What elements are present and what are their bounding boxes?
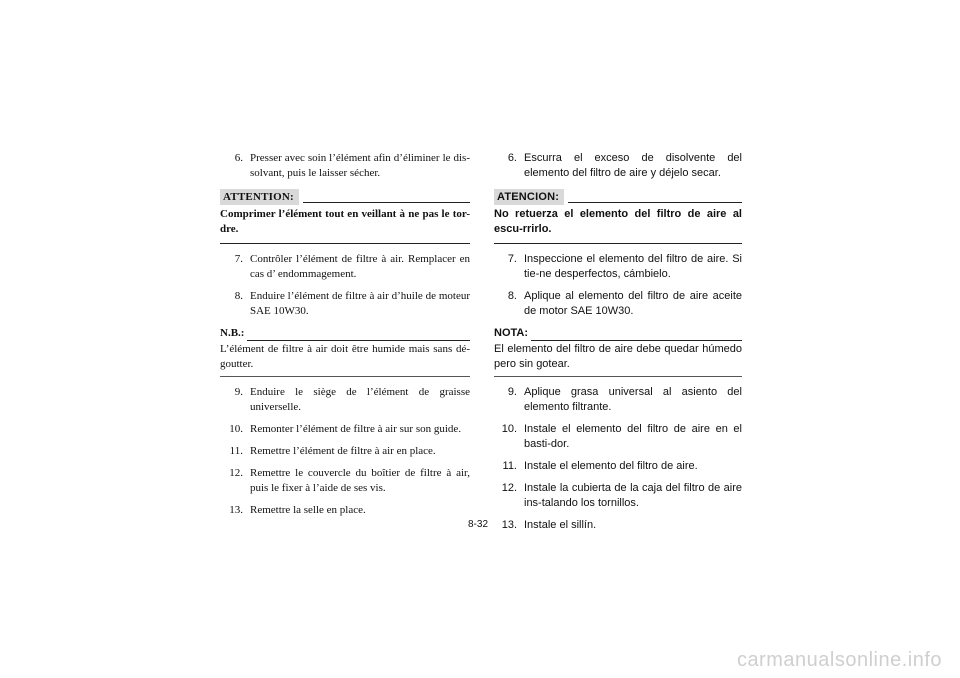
note-header [220, 326, 470, 341]
step-12 [220, 466, 470, 496]
attention-rule [568, 192, 742, 203]
attention-label: ATENCION: [494, 189, 564, 205]
step-text: Enduire l’élément de filtre à air d’huile de moteur SAE 10W30. [250, 290, 470, 317]
step-text: Instale la cubierta de la caja del filtro de aire ins-talando los tornillos. [524, 482, 742, 509]
attention-text: No retuerza el elemento del filtro de aire al escu-rrirlo. [494, 208, 742, 235]
attention-text: Comprimer l’élément tout en veillant à ne pas le tor-dre. [220, 208, 470, 235]
step-text: Remettre l’élément de filtre à air en place. [250, 445, 436, 457]
step-text: Instale el elemento del filtro de aire. [524, 460, 698, 472]
step-6 [494, 151, 742, 181]
step-text: Presser avec soin l’élément afin d’éliminer le dis-solvant, puis le laisser sécher. [250, 152, 470, 179]
step-number: 13. [229, 504, 243, 516]
note-rule [531, 329, 742, 341]
step-text: Inspeccione el elemento del filtro de aire. Si tie-ne desperfectos, cámbielo. [524, 253, 742, 280]
step-text: Instale el elemento del filtro de aire en el basti-dor. [524, 423, 742, 450]
step-12 [494, 481, 742, 511]
step-9 [220, 385, 470, 415]
step-text: Remettre le couvercle du boîtier de filtre à air, puis le fixer à l’aide de ses vis. [250, 467, 470, 494]
attention-rule [303, 192, 470, 203]
step-13 [220, 503, 470, 518]
step-text: Aplique grasa universal al asiento del elemento filtrante. [524, 386, 742, 413]
step-number: 6. [507, 152, 517, 164]
step-number: 7. [507, 253, 517, 265]
step-number: 9. [234, 386, 243, 398]
step-text: Contrôler l’élément de filtre à air. Remplacer en cas d’ endommagement. [250, 253, 470, 280]
step-number: 8. [507, 290, 517, 302]
step-number: 11. [502, 460, 517, 472]
step-number: 10. [229, 423, 243, 435]
step-number: 12. [501, 482, 517, 494]
french-column [220, 151, 470, 525]
step-text: Remonter l’élément de filtre à air sur son guide. [250, 423, 462, 435]
step-number: 12. [229, 467, 243, 479]
note-rule [247, 329, 470, 341]
attention-end-rule [220, 243, 470, 244]
watermark: carmanualsonline.info [736, 649, 942, 671]
note-label: NOTA: [494, 327, 529, 339]
page-number: 8-32 [468, 519, 489, 530]
step-text: Escurra el exceso de disolvente del elemento del filtro de aire y déjelo secar. [524, 152, 742, 179]
step-8 [494, 289, 742, 319]
step-number: 10. [501, 423, 517, 435]
step-text: Remettre la selle en place. [250, 504, 366, 516]
step-text: Aplique al elemento del filtro de aire aceite de motor SAE 10W30. [524, 290, 742, 317]
step-number: 6. [234, 152, 243, 164]
attention-header [220, 189, 470, 205]
step-number: 7. [234, 253, 243, 265]
step-number: 8. [234, 290, 243, 302]
step-number: 11. [229, 445, 243, 457]
attention-label: ATTENTION: [220, 189, 299, 205]
step-10 [220, 422, 470, 437]
note-text: El elemento del filtro de aire debe quedar húmedo pero sin gotear. [494, 343, 742, 370]
step-number: 13. [501, 519, 517, 531]
spanish-column [494, 151, 742, 540]
step-number: 9. [507, 386, 517, 398]
note-text: L’élément de filtre à air doit être humide mais sans dé-goutter. [220, 343, 470, 370]
attention-end-rule [494, 243, 742, 244]
note-header [494, 326, 742, 341]
note-end-rule [220, 376, 470, 377]
step-7 [494, 252, 742, 282]
note-label: N.B.: [220, 327, 245, 339]
note-end-rule [494, 376, 742, 377]
step-8 [220, 289, 470, 319]
step-11 [494, 459, 742, 474]
step-10 [494, 422, 742, 452]
step-text: Instale el sillín. [524, 519, 597, 531]
step-6 [220, 151, 470, 181]
step-9 [494, 385, 742, 415]
step-7 [220, 252, 470, 282]
step-11 [220, 444, 470, 459]
attention-header [494, 189, 742, 205]
step-13 [494, 518, 742, 533]
step-text: Enduire le siège de l’élément de graisse universelle. [250, 386, 470, 413]
